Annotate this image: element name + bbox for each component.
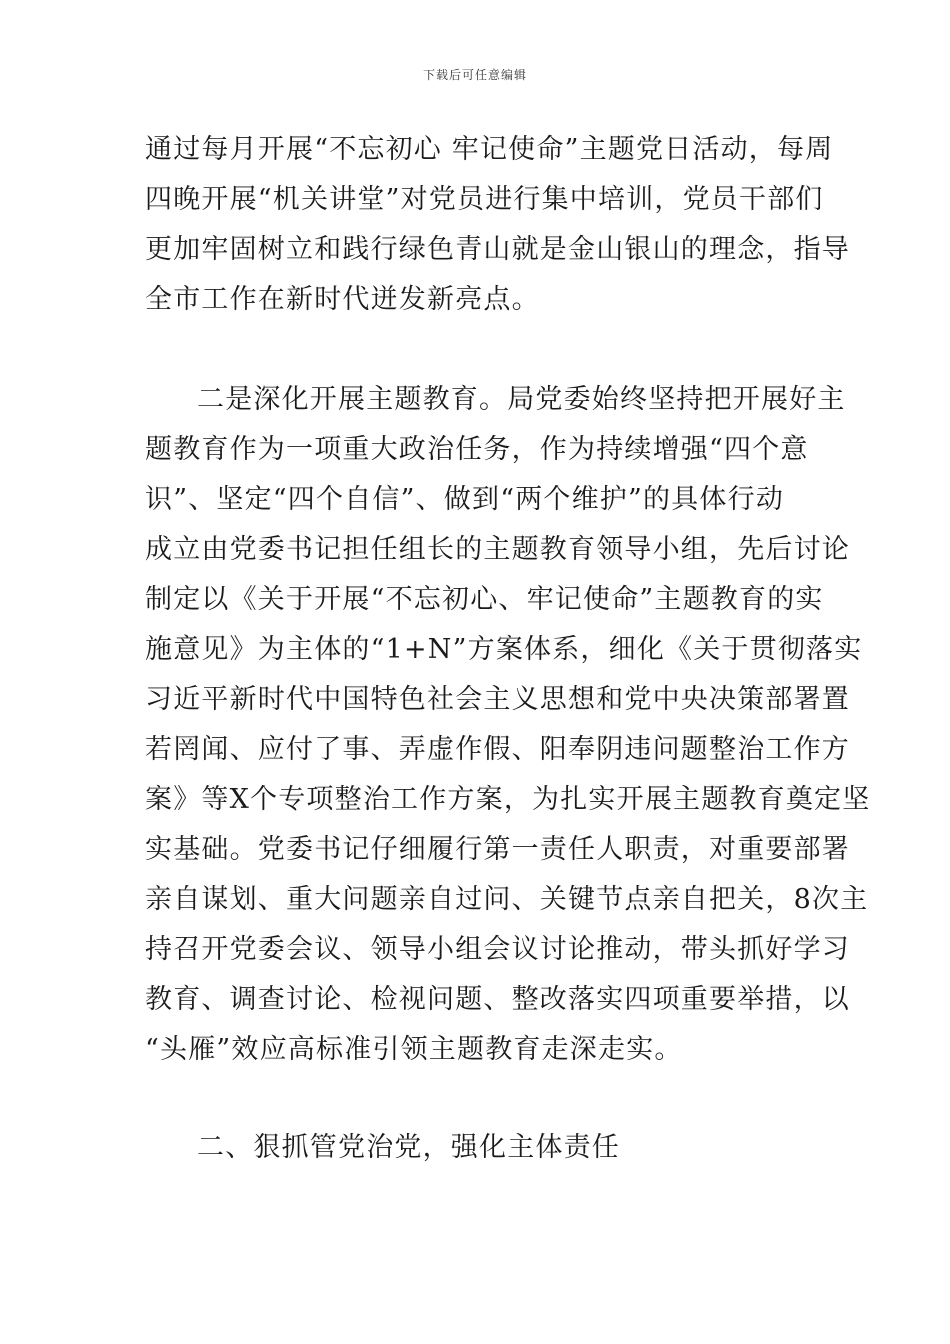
paragraph-line: 施意见》为主体的“1+N”方案体系，细化《关于贯彻落实 [145,634,863,665]
paragraph-line: 实基础。党委书记仔细履行第一责任人职责，对重要部署 [145,834,850,865]
paragraph-line: 题教育作为一项重大政治任务，作为持续增强“四个意 [145,434,809,465]
paragraph-line: 成立由党委书记担任组长的主题教育领导小组，先后讨论 [145,534,850,565]
paragraph-line: 通过每月开展“不忘初心 牢记使命”主题党日活动，每周 [145,134,834,165]
paragraph-line: 教育、调查讨论、检视问题、整改落实四项重要举措，以 [145,984,850,1015]
paragraph-line: 若罔闻、应付了事、弄虚作假、阳奉阴违问题整治工作方 [145,734,850,765]
paragraph-line: 识”、坚定“四个自信”、做到“两个维护”的具体行动 [145,484,785,515]
paragraph-line: 亲自谋划、重大问题亲自过问、关键节点亲自把关，8次主 [145,884,869,915]
paragraph-line: “头雁”效应高标准引领主题教育走深走实。 [145,1034,683,1065]
paragraph-line: 更加牢固树立和践行绿色青山就是金山银山的理念，指导 [145,234,850,265]
paragraph-line: 案》等X个专项整治工作方案，为扎实开展主题教育奠定坚 [145,784,871,815]
paragraph-line: 全市工作在新时代迸发新亮点。 [145,284,540,315]
section-heading: 二、狠抓管党治党，强化主体责任 [197,1132,620,1163]
paragraph-line: 制定以《关于开展“不忘初心、牢记使命”主题教育的实 [145,584,824,615]
paragraph-line: 习近平新时代中国特色社会主义思想和党中央决策部署置 [145,684,850,715]
paragraph-line: 持召开党委会议、领导小组会议讨论推动，带头抓好学习 [145,934,850,965]
paragraph-line: 四晚开展“机关讲堂”对党员进行集中培训，党员干部们 [145,184,824,215]
page-header: 下载后可任意编辑 [422,68,527,82]
paragraph-line: 二是深化开展主题教育。局党委始终坚持把开展好主 [197,384,846,415]
